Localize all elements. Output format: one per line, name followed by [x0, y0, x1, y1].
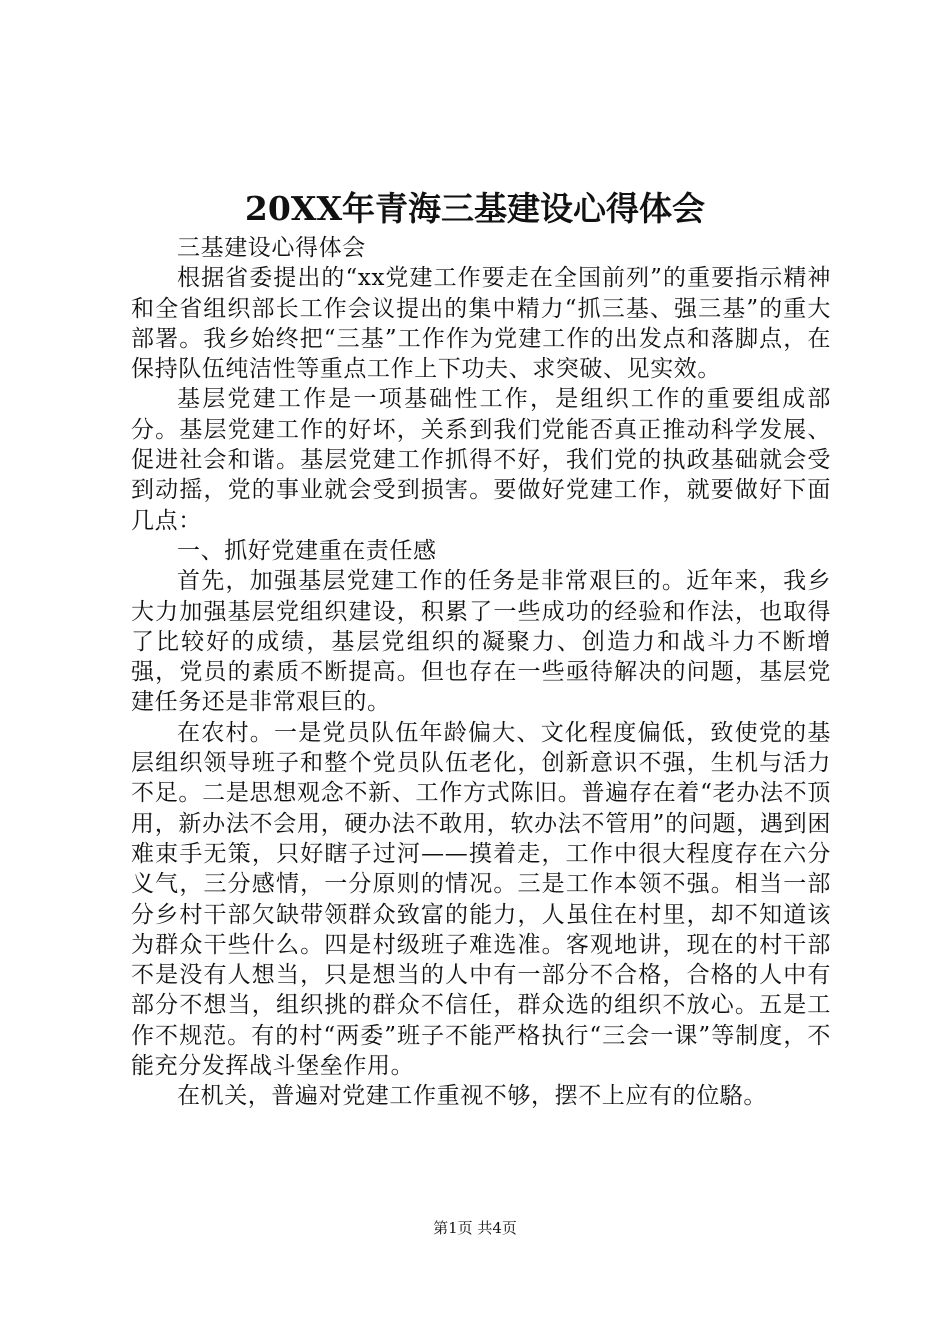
paragraph-rural: 在农村。一是党员队伍年龄偏大、文化程度偏低，致使党的基层组织领导班子和整个党员队伍老化，创新意识不强，生机与活力不足。二是思想观念不新、工作方式陈旧。普遍存在着“老办法不顶用，新办法不会用，硬办法不敢用，软办法不管用”的问题，遇到困难束手无策，只好瞎子过河——摸着走，工作中很大程度存在六分义气，三分感情，一分原则的情况。三是工作本领不强。相当一部分乡村干部欠缺带领群众致富的能力，人虽住在村里，却不知道该为群众干些什么。四是村级班子难选准。客观地讲，现在的村干部不是没有人想当，只是想当的人中有一部分不合格，合格的人中有部分不想当，组织挑的群众不信任，群众选的组织不放心。五是工作不规范。有的村“两委”班子不能严格执行“三会一课”等制度，不能充分发挥战斗堡垒作用。: [131, 719, 831, 1080]
page-number-footer: 第1页 共4页: [433, 1219, 517, 1237]
paragraph-intro: 根据省委提出的“xx党建工作要走在全国前列”的重要指示精神和全省组织部长工作会议提出的集中精力“抓三基、强三基”的重大部署。我乡始终把“三基”工作作为党建工作的出发点和落脚点，在保持队伍纯洁性等重点工作上下功夫、求突破、见实效。: [131, 265, 831, 383]
paragraph-importance: 基层党建工作是一项基础性工作，是组织工作的重要组成部分。基层党建工作的好坏，关系到我们党能否真正推动科学发展、促进社会和谐。基层党建工作抓得不好，我们党的执政基础就会受到动摇，党的事业就会受到损害。要做好党建工作，就要做好下面几点：: [131, 386, 831, 534]
section-heading-1: 一、抓好党建重在责任感: [177, 537, 437, 564]
paragraph-agency: 在机关，普遍对党建工作重视不够，摆不上应有的位駱。: [177, 1083, 767, 1110]
document-body: [131, 233, 831, 1112]
paragraph-subtitle: 三基建设心得体会: [177, 235, 366, 261]
paragraph-task: 首先，加强基层党建工作的任务是非常艰巨的。近年来，我乡大力加强基层党组织建设，积累了一些成功的经验和作法，也取得了比较好的成绩，基层党组织的凝聚力、创造力和战斗力不断增强，党员的素质不断提高。但也存在一些亟待解决的问题，基层党建任务还是非常艰巨的。: [131, 568, 831, 716]
document-title: 20XX年青海三基建设心得体会: [244, 189, 706, 228]
